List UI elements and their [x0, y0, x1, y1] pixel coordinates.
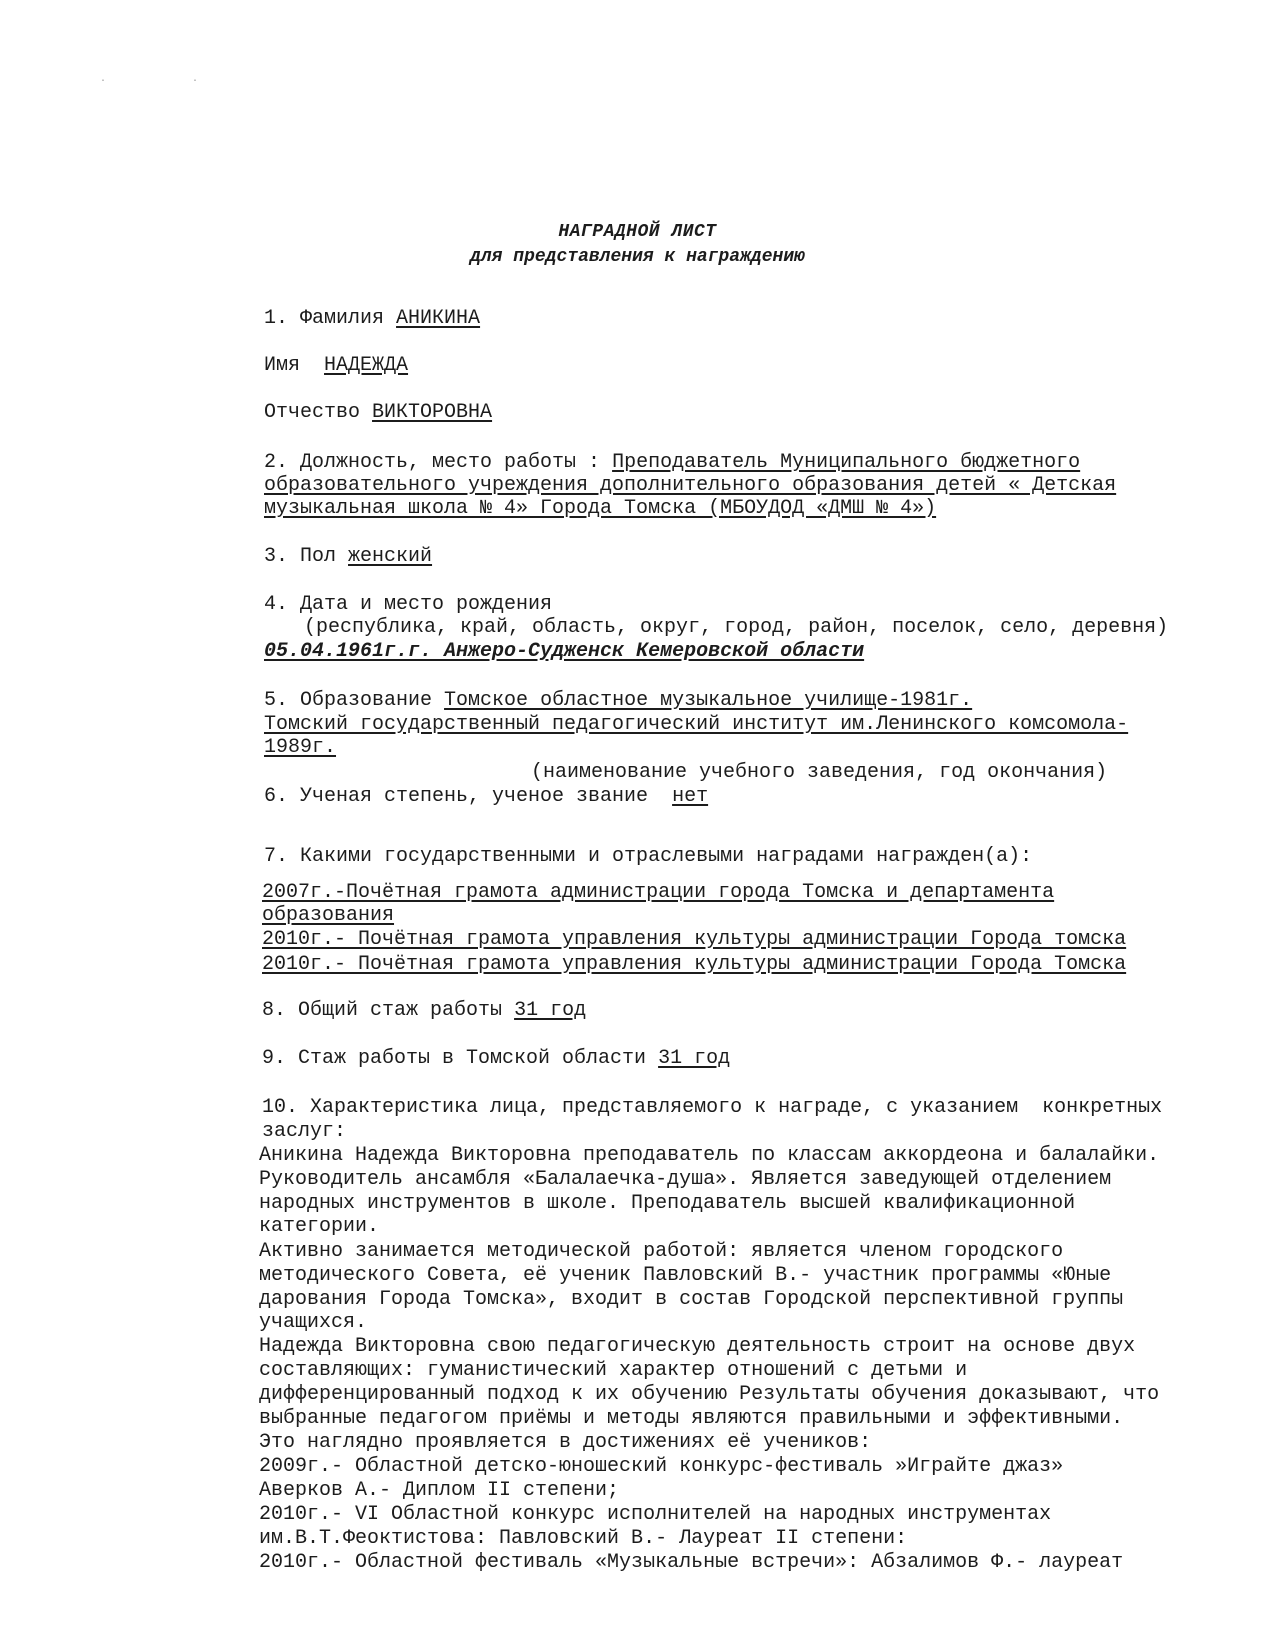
awards-label: 7. Какими государственными и отраслевыми наградами награжден(а): [264, 845, 1033, 868]
characteristic-line: 2010г.- VI Областной конкурс исполнителей на народных инструментах [259, 1503, 1052, 1526]
total-experience-value: 31 год [514, 999, 587, 1022]
sex-value: женский [348, 545, 433, 568]
characteristic-label-line-1: 10. Характеристика лица, представляемого к награде, с указанием конкретных [262, 1096, 1163, 1119]
position-row [264, 451, 1080, 475]
characteristic-line: дарования Города Томска», входит в состав Городской перспективной группы [259, 1288, 1124, 1311]
region-experience-row [262, 1047, 730, 1071]
characteristic-line: учащихся. [259, 1311, 368, 1334]
degree-row [264, 785, 708, 809]
award-1-line-1: 2007г.-Почётная грамота администрации города Томска и департамента [262, 881, 1055, 904]
surname-label: 1. Фамилия [264, 307, 385, 330]
region-experience-value: 31 год [658, 1047, 731, 1070]
scan-specks: . . [100, 74, 239, 85]
birth-value: 05.04.1961г.г. Анжеро-Судженск Кемеровской области [264, 640, 865, 663]
sex-row [264, 545, 432, 569]
characteristic-line: Это наглядно проявляется в достижениях её учеников: [259, 1431, 872, 1454]
region-experience-label: 9. Стаж работы в Томской области [262, 1047, 647, 1070]
degree-label: 6. Ученая степень, ученое звание [264, 785, 649, 808]
birth-hint: (республика, край, область, округ, город, район, поселок, село, деревня) [304, 616, 1169, 639]
degree-value: нет [672, 785, 709, 808]
characteristic-label-line-2: заслуг: [262, 1120, 347, 1143]
patronymic-label: Отчество [264, 401, 361, 424]
characteristic-line: 2010г.- Областной фестиваль «Музыкальные встречи»: Абзалимов Ф.- лауреат [259, 1551, 1124, 1574]
education-line-1: Томское областное музыкальное училище-1981г. [444, 689, 973, 712]
surname-row [264, 307, 480, 331]
position-label: 2. Должность, место работы : [264, 451, 601, 474]
characteristic-line: Аникина Надежда Викторовна преподаватель по классам аккордеона и балалайки. [259, 1144, 1160, 1167]
sex-label: 3. Пол [264, 545, 337, 568]
document-title: НАГРАДНОЙ ЛИСТ [558, 222, 717, 242]
characteristic-line: 2009г.- Областной детско-юношеский конкурс-фестиваль »Играйте джаз» [259, 1455, 1064, 1478]
patronymic-row [264, 401, 492, 425]
position-value-line-1: Преподаватель Муниципального бюджетного [612, 451, 1081, 474]
characteristic-line: Руководитель ансамбля «Балалаечка-душа». Является заведующей отделением [259, 1168, 1112, 1191]
characteristic-line: категории. [259, 1215, 380, 1238]
document-subtitle: для представления к награждению [470, 247, 805, 267]
education-hint: (наименование учебного заведения, год окончания) [531, 761, 1108, 784]
education-label: 5. Образование [264, 689, 433, 712]
award-1-line-2: образования [262, 904, 395, 927]
position-value-line-2: образовательного учреждения дополнительного образования детей « Детская [264, 474, 1117, 497]
name-row [264, 354, 408, 378]
award-2: 2010г.- Почётная грамота управления культуры администрации Города томска [262, 928, 1127, 951]
birth-label: 4. Дата и место рождения [264, 593, 553, 616]
surname-value: АНИКИНА [396, 307, 481, 330]
award-3: 2010г.- Почётная грамота управления культуры администрации Города Томска [262, 953, 1127, 976]
characteristic-line: методического Совета, её ученик Павловский В.- участник программы «Юные [259, 1264, 1112, 1287]
patronymic-value: ВИКТОРОВНА [372, 401, 493, 424]
name-value: НАДЕЖДА [324, 354, 409, 377]
characteristic-line: народных инструментов в школе. Преподаватель высшей квалификационной [259, 1192, 1076, 1215]
characteristic-line: составляющих: гуманистический характер отношений с детьми и [259, 1359, 968, 1382]
characteristic-line: Активно занимается методической работой: является членом городского [259, 1240, 1064, 1263]
total-experience-label: 8. Общий стаж работы [262, 999, 503, 1022]
characteristic-line: им.В.Т.Феоктистова: Павловский В.- Лауреат II степени: [259, 1527, 908, 1550]
characteristic-line: Аверков А.- Диплом II степени; [259, 1479, 620, 1502]
education-row [264, 689, 972, 713]
education-line-3: 1989г. [264, 736, 337, 759]
characteristic-line: Надежда Викторовна свою педагогическую деятельность строит на основе двух [259, 1335, 1136, 1358]
characteristic-line: дифференцированный подход к их обучению Результаты обучения доказывают, что [259, 1383, 1160, 1406]
characteristic-line: выбранные педагогом приёмы и методы являются правильными и эффективными. [259, 1407, 1124, 1430]
education-line-2: Томский государственный педагогический институт им.Ленинского комсомола- [264, 713, 1129, 736]
total-experience-row [262, 999, 586, 1023]
position-value-line-3: музыкальная школа № 4» Города Томска (МБОУДОД «ДМШ № 4») [264, 497, 937, 520]
name-label: Имя [264, 354, 301, 377]
